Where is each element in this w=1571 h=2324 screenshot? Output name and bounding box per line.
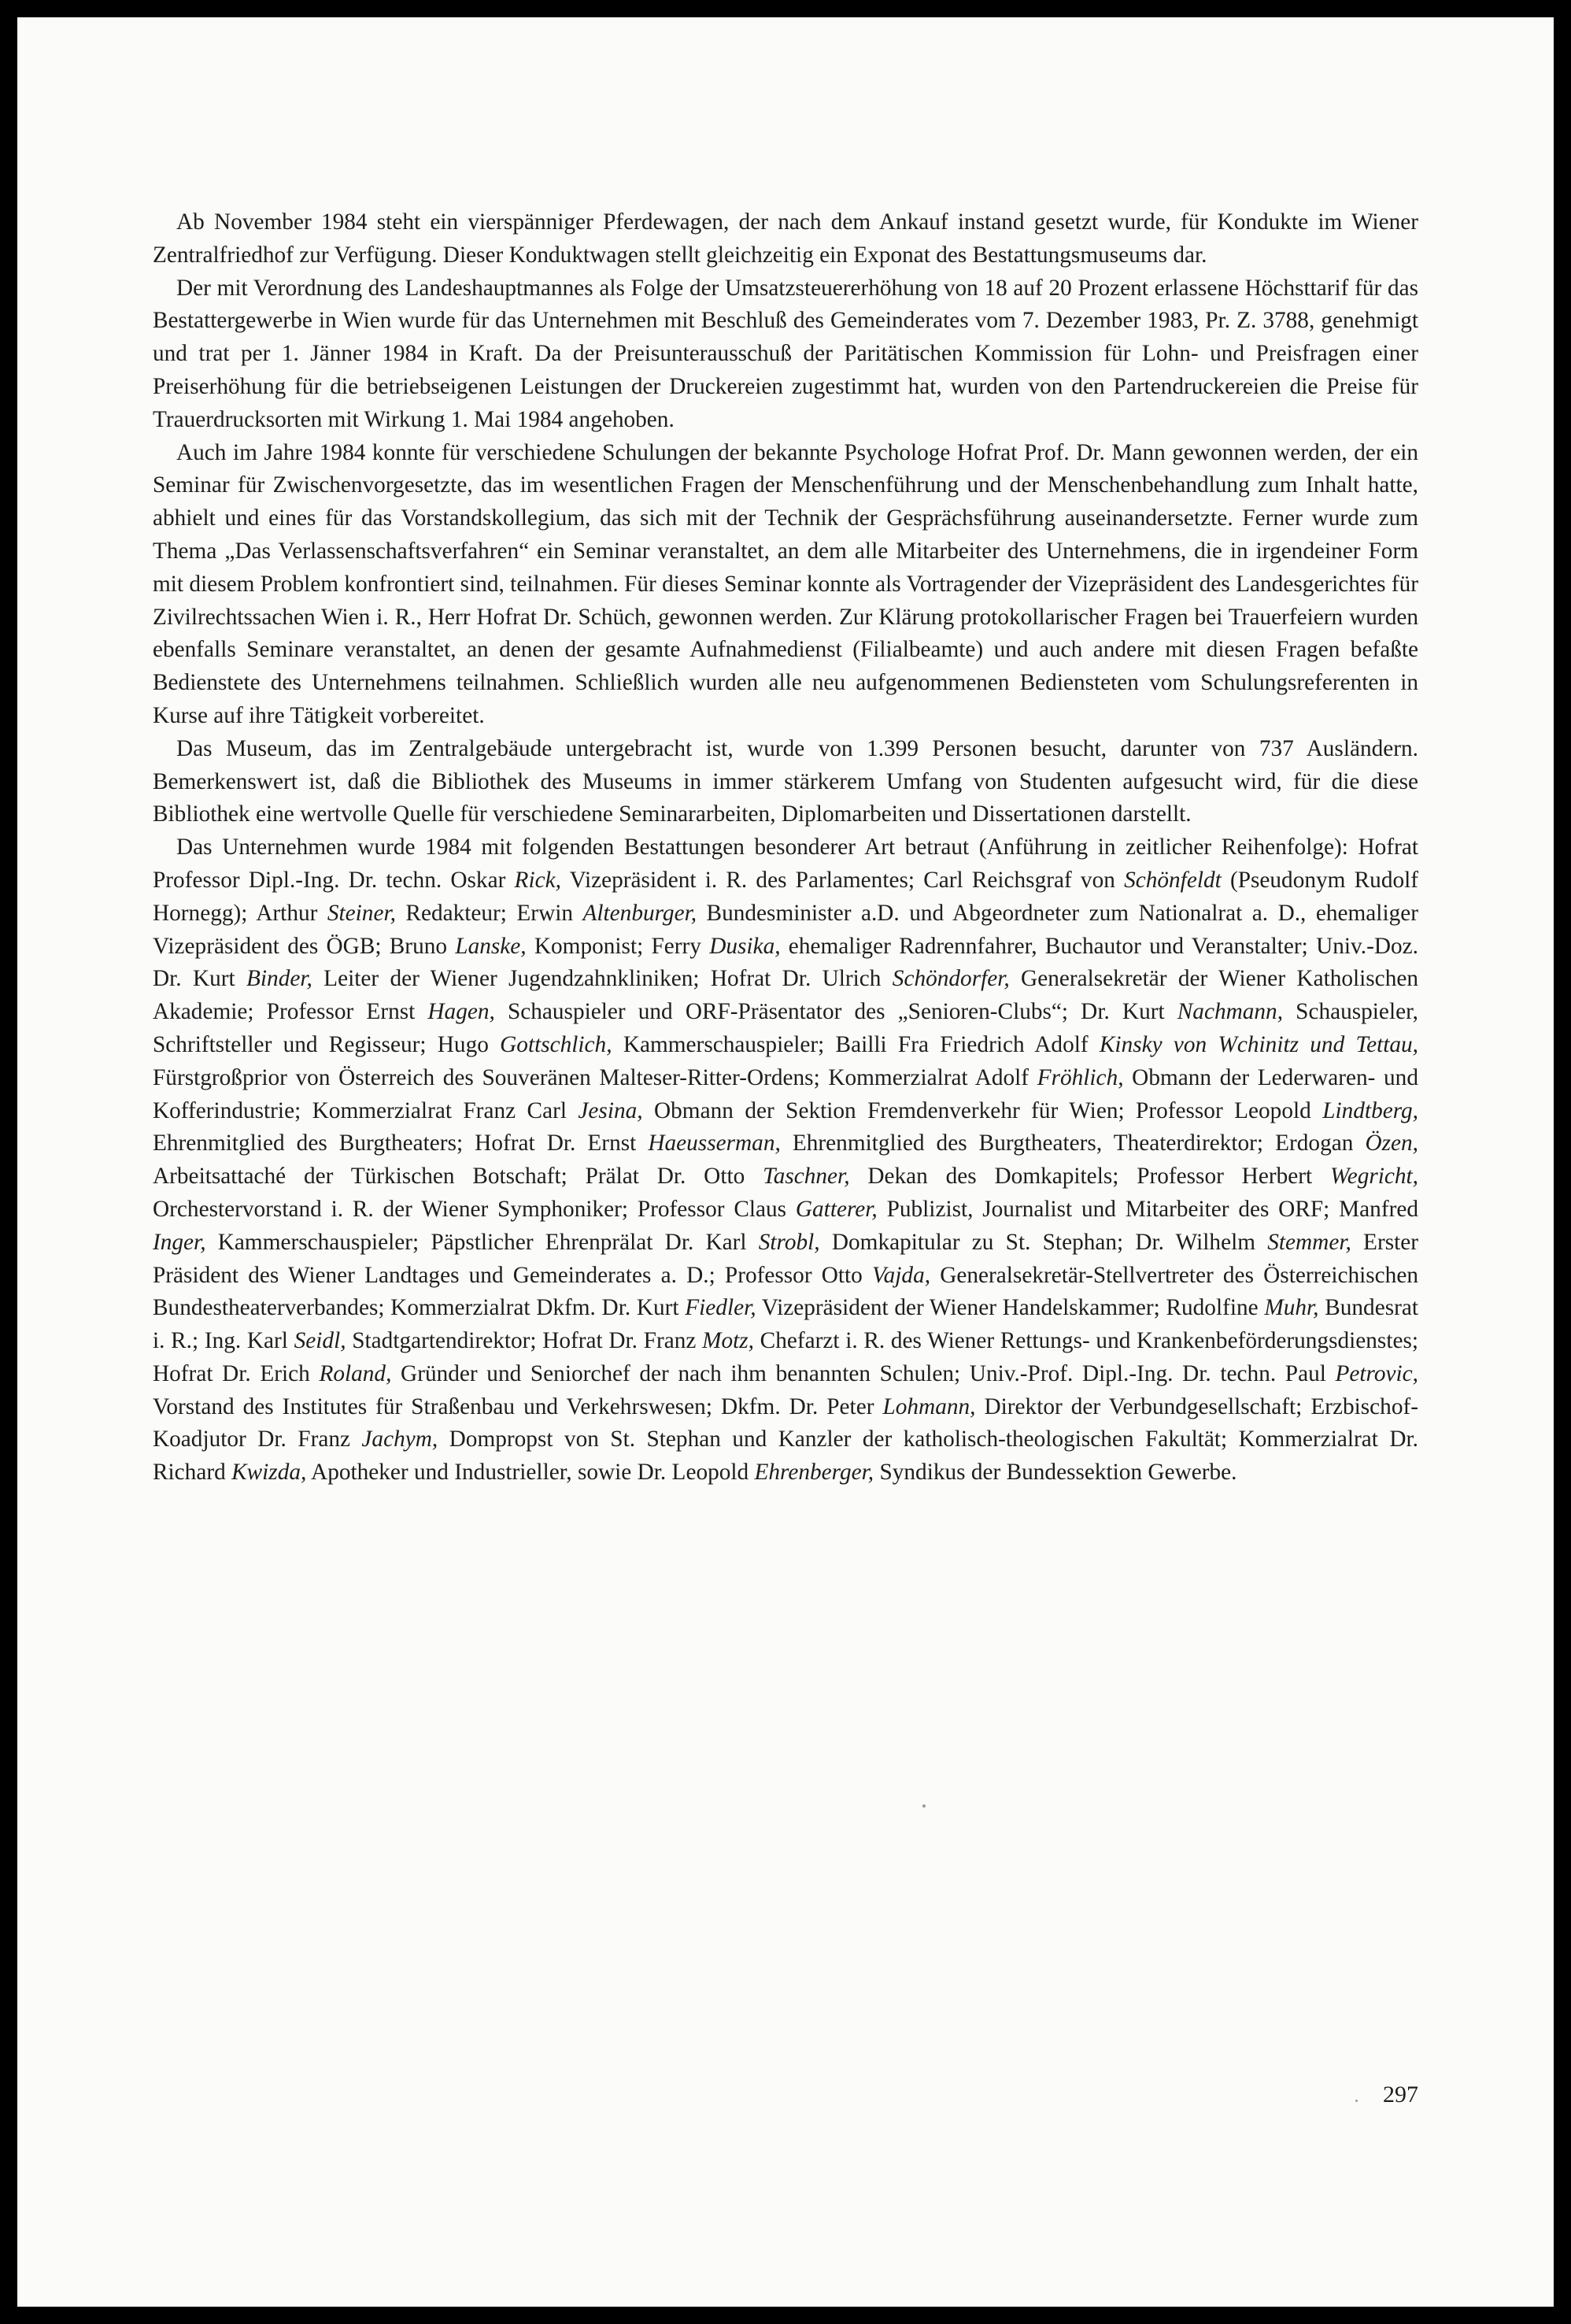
paragraph-text: Chefarzt i. R. des Wiener Rettungs- und Krankenbeförderungsdienstes; Hofrat Dr. Erich [153, 1328, 1419, 1386]
paragraph-museum: Das Museum, das im Zentralgebäude untergebracht ist, wurde von 1.399 Personen besucht, darunter von 737 Ausländern. Bemerkenswert ist, daß die Bibliothek des Museums in immer stärkerem Umfang von Studenten aufgesucht wird, für die diese Bibliothek eine wertvolle Quelle für verschiedene Seminararbeiten, Diplomarbeiten und Dissertationen darstellt. [153, 735, 1418, 827]
paragraph-text: Publizist, Journalist und Mitarbeiter des ORF; Manfred [877, 1196, 1418, 1222]
paragraph-text: Generalsekretär-Stellvertreter des Österreichischen Bundestheaterverbandes; Kommerzialrat Dkfm. Dr. Kurt [153, 1262, 1418, 1321]
person-name: Roland, [319, 1360, 392, 1386]
person-name: Vajda, [872, 1262, 931, 1288]
body-text [153, 206, 1418, 1490]
paragraph-text: Dompropst von St. Stephan und Kanzler der katholisch-theologischen Fakultät; Kommerzialrat Dr. Richard [153, 1427, 1418, 1486]
paragraph-text: Dekan des Domkapitels; Professor Herbert [849, 1164, 1330, 1190]
person-name: Seidl, [294, 1328, 346, 1354]
paragraph-text: Das Unternehmen wurde 1984 mit folgenden Bestattungen besonderer Art betraut (Anführung in zeitlicher Reihenfolge): Hofrat Professor Dipl.-Ing. Dr. techn. Oskar [153, 834, 1418, 893]
person-name: Motz, [702, 1328, 754, 1354]
paragraph-text: Gründer und Seniorchef der nach ihm benannten Schulen; Univ.-Prof. Dipl.-Ing. Dr. techn. Paul [391, 1360, 1336, 1386]
person-name: Özen, [1365, 1131, 1418, 1156]
paragraph-text: Schauspieler, Schriftsteller und Regisseur; Hugo [153, 999, 1418, 1057]
person-name: Gatterer, [795, 1196, 878, 1222]
paragraph-text: Kammerschauspieler; Bailli Fra Friedrich Adolf [612, 1031, 1100, 1057]
person-name: Ehrenberger, [754, 1460, 874, 1486]
paragraph-text: Apotheker und Industrieller, sowie Dr. Leopold [306, 1460, 755, 1486]
person-name: Petrovic, [1335, 1360, 1418, 1386]
person-name: Jesina, [578, 1097, 643, 1123]
person-name: Lohmann, [882, 1393, 976, 1419]
person-name: Taschner, [763, 1164, 850, 1190]
scan-speck [1355, 2100, 1358, 2102]
person-name: Stemmer, [1267, 1229, 1351, 1255]
paragraph-text: (Pseudonym Rudolf Hornegg); Arthur [153, 867, 1419, 926]
person-name: Fiedler, [685, 1295, 756, 1321]
person-name: Haeusserman, [648, 1131, 781, 1156]
person-name: Kinsky von Wchinitz und Tettau, [1099, 1031, 1418, 1057]
paragraph-text: Kammerschauspieler; Päpstlicher Ehrenprälat Dr. Karl [205, 1229, 759, 1255]
page-number: 297 [1383, 2082, 1418, 2108]
paragraph-tariff: Der mit Verordnung des Landeshauptmannes als Folge der Umsatzsteuererhöhung von 18 auf 20 Prozent erlassene Höchsttarif für das Bestattergewerbe in Wien wurde für das Unternehmen mit Beschluß des Gemeinderates vom 7. Dezember 1983, Pr. Z. 3788, genehmigt und trat per 1. Jänner 1984 in Kraft. Da der Preisunterausschuß der Paritätischen Kommission für Lohn- und Preisfragen einer Preiserhöhung für die betriebseigenen Leistungen der Druckereien zugestimmt hat, wurden von den Partendruckereien die Preise für Trauerdrucksorten mit Wirkung 1. Mai 1984 angehoben. [153, 275, 1418, 432]
person-name: Schöndorfer, [892, 966, 1010, 992]
paragraph-text: Vizepräsident der Wiener Handelskammer; Rudolfine [756, 1295, 1265, 1321]
paragraph-text: Bundesrat i. R.; Ing. Karl [153, 1295, 1418, 1354]
person-name: Hagen, [427, 999, 495, 1025]
person-name: Inger, [153, 1229, 206, 1255]
person-name: Schönfeldt [1124, 867, 1222, 893]
person-name: Nachmann, [1177, 999, 1284, 1025]
scan-speck [922, 1804, 926, 1808]
person-name: Fröhlich, [1037, 1064, 1124, 1090]
paragraph-text: Fürstgroßprior von Österreich des Souveränen Malteser-Ritter-Ordens; Kommerzialrat Adolf [153, 1064, 1037, 1090]
person-name: Lindtberg, [1322, 1097, 1419, 1123]
person-name: Lanske, [455, 933, 527, 959]
person-name: Wegricht, [1329, 1164, 1419, 1190]
paragraph-text: Arbeitsattaché der Türkischen Botschaft; Prälat Dr. Otto [153, 1164, 763, 1190]
person-name: Muhr, [1264, 1295, 1319, 1321]
paragraph-text: Obmann der Sektion Fremdenverkehr für Wien; Professor Leopold [642, 1097, 1323, 1123]
paragraph-text: Direktor der Verbundgesellschaft; Erzbischof-Koadjutor Dr. Franz [153, 1393, 1418, 1452]
paragraph-seminars: Auch im Jahre 1984 konnte für verschiedene Schulungen der bekannte Psychologe Hofrat Prof. Dr. Mann gewonnen werden, der ein Seminar für Zwischenvorgesetzte, das im wesentlichen Fragen der Menschenführung und der Menschenbehandlung zum Inhalt hatte, abhielt und eines für das Vorstandskollegium, das sich mit der Technik der Gesprächsführung auseinandersetzte. Ferner wurde zum Thema „Das Verlassenschaftsverfahren“ ein Seminar veranstaltet, an dem alle Mitarbeiter des Unternehmens, die in irgendeiner Form mit diesem Problem konfrontiert sind, teilnahmen. Für dieses Seminar konnte als Vortragender der Vizepräsident des Landesgerichtes für Zivilrechtssachen Wien i. R., Herr Hofrat Dr. Schüch, gewonnen werden. Zur Klärung protokollarischer Fragen bei Trauerfeiern wurden ebenfalls Seminare veranstaltet, an denen der gesamte Aufnahmedienst (Filialbeamte) und auch andere mit diesen Fragen befaßte Bedienstete des Unternehmens teilnahmen. Schließlich wurden alle neu aufgenommenen Bediensteten vom Schulungsreferenten in Kurse auf ihre Tätigkeit vorbereitet. [153, 439, 1418, 728]
person-name: Dusika, [709, 933, 781, 959]
paragraph-text: Schauspieler und ORF-Präsentator des „Senioren-Clubs“; Dr. Kurt [494, 999, 1177, 1025]
paragraph-text: Bundesminister a.D. und Abgeordneter zum Nationalrat a. D., ehemaliger Vizepräsident des ÖGB; Bruno [153, 900, 1418, 959]
person-name: Altenburger, [582, 900, 697, 926]
paragraph-text: Vizepräsident i. R. des Parlamentes; Carl Reichsgraf von [560, 867, 1125, 893]
paragraph-text: Leiter der Wiener Jugendzahnkliniken; Hofrat Dr. Ulrich [312, 966, 893, 992]
paragraph-text: Domkapitular zu St. Stephan; Dr. Wilhelm [819, 1229, 1268, 1255]
paragraph-text: Ehrenmitglied des Burgtheaters, Theaterdirektor; Erdogan [780, 1131, 1366, 1156]
person-name: Strobl, [758, 1229, 820, 1255]
paragraph-text: Generalsekretär der Wiener Katholischen Akademie; Professor Ernst [153, 966, 1418, 1025]
paragraph-text: Syndikus der Bundessektion Gewerbe. [874, 1460, 1237, 1486]
person-name: Kwizda, [231, 1460, 307, 1486]
person-name: Rick, [514, 867, 561, 893]
person-name: Jachym, [361, 1427, 438, 1452]
paragraph-text: Erster Präsident des Wiener Landtages und Gemeinderates a. D.; Professor Otto [153, 1229, 1418, 1288]
paragraph-text: Vorstand des Institutes für Straßenbau und Verkehrswesen; Dkfm. Dr. Peter [153, 1393, 883, 1419]
paragraph-text: Obmann der Lederwaren- und Kofferindustrie; Kommerzialrat Franz Carl [153, 1064, 1418, 1123]
paragraph-text: Komponist; Ferry [526, 933, 710, 959]
paragraph-special-funerals [153, 831, 1418, 1490]
person-name: Steiner, [327, 900, 396, 926]
paragraph-text: ehemaliger Radrennfahrer, Buchautor und Veranstalter; Univ.-Doz. Dr. Kurt [153, 933, 1418, 992]
paragraph-conduct-carriage: Ab November 1984 steht ein vierspänniger Pferdewagen, der nach dem Ankauf instand gesetzt wurde, für Kondukte im Wiener Zentralfriedhof zur Verfügung. Dieser Konduktwagen stellt gleichzeitig ein Exponat des Bestattungsmuseums dar. [153, 209, 1418, 268]
document-page [17, 17, 1554, 2307]
paragraph-text: Ehrenmitglied des Burgtheaters; Hofrat Dr. Ernst [153, 1131, 649, 1156]
person-name: Gottschlich, [500, 1031, 612, 1057]
paragraph-text: Redakteur; Erwin [395, 900, 583, 926]
person-name: Binder, [246, 966, 312, 992]
paragraph-text: Orchestervorstand i. R. der Wiener Symphoniker; Professor Claus [153, 1196, 796, 1222]
paragraph-text: Stadtgartendirektor; Hofrat Dr. Franz [346, 1328, 703, 1354]
